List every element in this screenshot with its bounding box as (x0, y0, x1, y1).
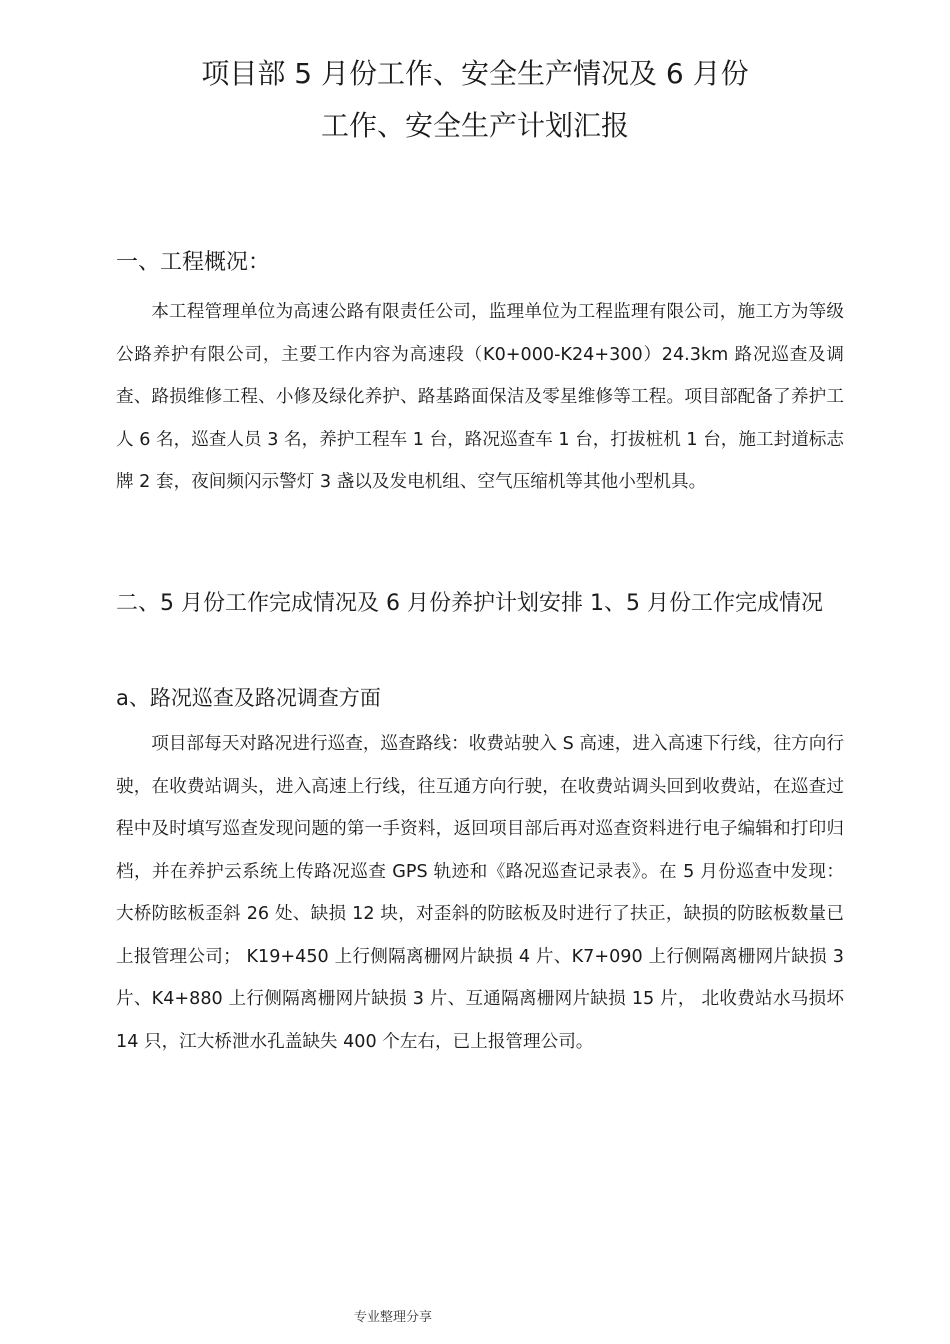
section-heading-overview: 一、工程概况： (116, 250, 271, 275)
document-title-line-2: 工作、安全生产计划汇报 (320, 109, 629, 142)
footer-note: 专业整理分享 (354, 1310, 433, 1325)
patrol-paragraph: 项目部每天对路况进行巡查，巡查路线：收费站驶入 S 高速，进入高速下行线，往方向行驶，在收费站调头，进入高速上行线，往互通方向行驶，在收费站调头回到收费站，在巡查过程中及时填写巡查发现问题的第一手资料，返回项目部后再对巡查资料进行电子编辑和打印归档，并在养护云系统上传路况巡查 GPS 轨迹和《路况巡查记录表》。在 5 月份巡查中发现：大桥防眩板歪斜 26 处、缺损 12 块，对歪斜的防眩板及时进行了扶正，缺损的防眩板数量已上报管理公司； K19+450 上行侧隔离栅网片缺损 4 片、K7+090 上行侧隔离栅网片缺损 3 片、K4+880 上行侧隔离栅网片缺损 3 片、互通隔离栅网片缺损 15 片， 北收费站水马损坏 14 只，江大桥泄水孔盖缺失 400 个左右，已上报管理公司。 (116, 734, 844, 1052)
subsection-heading-patrol: a、路况巡查及路况调查方面 (116, 686, 381, 710)
section-heading-may-work: 二、5 月份工作完成情况及 6 月份养护计划安排 1、5 月份工作完成情况 (116, 591, 823, 616)
document-title-line-1: 项目部 5 月份工作、安全生产情况及 6 月份 (201, 57, 749, 90)
overview-paragraph: 本工程管理单位为高速公路有限责任公司，监理单位为工程监理有限公司，施工方为等级公路养护有限公司，主要工作内容为高速段（K0+000-K24+300）24.3km 路况巡查及调查、路损维修工程、小修及绿化养护、路基路面保洁及零星维修等工程。项目部配备了养护工人 6 名，巡查人员 3 名，养护工程车 1 台，路况巡查车 1 台，打拔桩机 1 台，施工封道标志牌 2 套，夜间频闪示警灯 3 盏以及发电机组、空气压缩机等其他小型机具。 (116, 302, 844, 492)
